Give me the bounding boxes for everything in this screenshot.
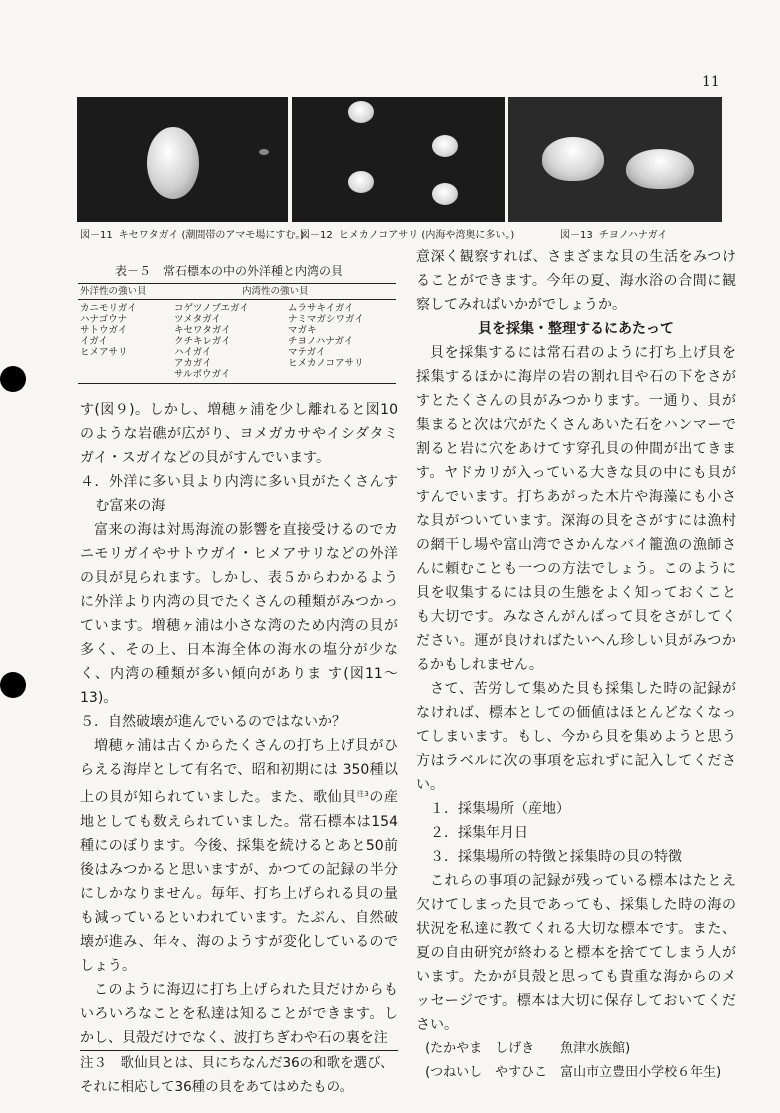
paragraph (80, 734, 398, 978)
right-column (416, 245, 736, 1085)
chiyonohanagai-shell-2 (626, 149, 694, 189)
species-item: チヨノハナガイ (288, 336, 354, 347)
paragraph: さて、苦労して集めた貝も採集した時の記録がなければ、標本としての価値はほとんどなくなってしまいます。もし、今から貝を集めようと思う方はラベルに次の事項を忘れずに記入してください。 (416, 681, 736, 793)
paragraph: 貝を採集するには常石君のように打ち上げ貝を採集するほかに海岸の岩の割れ目や石の下をさがすとたくさんの貝がみつかります。一通り、貝が集まると次は穴がたくさんあいた石をハンマーで割ると岩に穴をあけてす穿孔貝の仲間が出てきます。ヤドカリが入っている大きな貝の中にも貝がすんでいます。打ちあがった木片や海藻にも小さな貝がついています。深海の貝をさがすには漁村の網干し場や富山湾でさかんなバイ籠漁の漁師さんに頼むことも一つの方法でしょう。このように貝を収集するには貝の生態をよく知っておくことも大切です。みなさんがんばって貝をさがしてください。運が良ければたいへん珍しい貝がみつかるかもしれません。 (416, 345, 736, 673)
species-item: ヒメアサリ (80, 347, 128, 358)
list-item: ３．採集場所の特徴と採集時の貝の特徴 (430, 849, 682, 865)
himekanokoasari-shell-3 (348, 171, 374, 193)
species-item: マガキ (288, 325, 317, 336)
species-item: コゲツノブエガイ (174, 303, 249, 314)
paragraph-text: の産地としても数えられていました。常石標本は154種にのぼります。今後、採集を続けるとあと50前後はみつかると思いますが、かつての記録の半分にしかなりません。毎年、打ち上げられる貝の量も減っているといわれています。たぶん、自然破壊が進み、年々、海のようすが変化しているのでしょう。 (80, 789, 398, 974)
paragraph: このように海辺に打ち上げられた貝だけからもいろいろなことを私達は知ることができます。しかし、貝殻だけでなく、波打ちぎわや石の裏を注 (80, 981, 398, 1046)
author-2: (つねいし やすひこ 富山市立豊田小学校６年生) (425, 1065, 722, 1080)
footnote-label: 注３ (80, 1054, 107, 1071)
figure-13-photo (508, 97, 722, 222)
section-heading-4: ４．外洋に多い貝より内湾に多い貝がたくさんすむ富来の海 (80, 474, 398, 514)
species-item: ナミマガシワガイ (288, 314, 364, 325)
paragraph: 富来の海は対馬海流の影響を直接受けるのでカニモリガイやサトウガイ・ヒメアサリなどの外洋の貝が見られます。しかし、表５からわかるように外洋より内湾の貝でたくさんの種類がみつかっています。増穂ヶ浦は小さな湾のため内湾の貝が多く、その上、日本海全体の海水の塩分が少なく、内湾の種類が多い傾向がありま す(図11～13)。 (80, 522, 398, 706)
page-number: 11 (702, 74, 720, 90)
species-item: アカガイ (174, 358, 212, 369)
species-item: サルボウガイ (174, 369, 231, 380)
chiyonohanagai-shell-1 (542, 137, 604, 181)
author-1: (たかやま しげき 魚津水族館) (425, 1041, 631, 1056)
species-item: マテガイ (288, 347, 326, 358)
header-outer-sea: 外洋性の強い貝 (78, 284, 172, 300)
figure-11-photo (77, 97, 288, 222)
himekanokoasari-shell-2 (432, 135, 458, 157)
himekanokoasari-shell-4 (432, 183, 458, 205)
outer-sea-list (78, 300, 172, 384)
figure-12-number: 図－12 (300, 230, 333, 241)
binder-hole (0, 672, 26, 698)
section-heading-5: ５．自然破壊が進んでいるのではないか？ (80, 714, 346, 730)
species-item: ハイガイ (174, 347, 212, 358)
list-item: １．採集場所（産地） (430, 801, 570, 817)
species-item: クチキレガイ (174, 336, 231, 347)
section-heading: 貝を採集・整理するにあたって (478, 321, 674, 337)
species-item: ムラサキイガイ (288, 303, 354, 314)
footnote (80, 1051, 398, 1099)
footnote-text: 歌仙貝とは、貝にちなんだ36の和歌を選び、それに相応して36種の貝をあてはめたもの。 (80, 1054, 394, 1095)
table-title: 表－５ 常石標本の中の外洋種と内湾の貝 (115, 264, 344, 278)
paragraph: これらの事項の記録が残っている標本はたとえ欠けてしまった貝であっても、採集した時の海の状況を私達に教てくれる大切な標本です。また、夏の自由研究が終わると標本を捨ててしまう人がいます。たかが貝殻と思っても貴重な海からのメッセージです。標本は大切に保存しておいてください。 (416, 873, 736, 1033)
left-column (80, 398, 398, 1099)
paragraph-text: 増穂ヶ浦は古くからたくさんの打ち上げ貝がひらえる海岸として有名で、昭和初期には 350種以上の貝が知られていました。また、歌仙貝 (80, 738, 398, 806)
figure-13-text: チヨノハナガイ (598, 230, 668, 241)
small-shell-fragment (259, 149, 269, 155)
figure-13-caption (560, 226, 667, 241)
inner-bay-list-1 (172, 300, 286, 384)
species-item: イガイ (80, 336, 108, 347)
species-item: カニモリガイ (80, 303, 137, 314)
paragraph: 意深く観察すれば、さまざまな貝の生活をみつけることができます。今年の夏、海水浴の合間に観察してみればいかがでしょうか。 (416, 249, 736, 313)
note-reference: 注3 (356, 790, 369, 798)
species-item: ハナゴウナ (80, 314, 128, 325)
figure-11-caption (80, 226, 304, 241)
paragraph: す(図９)。しかし、増穂ヶ浦を少し離れると図10のような岩礁が広がり、ヨメガカサやイシダタミガイ・スガイなどの貝がすんでいます。 (80, 402, 398, 466)
figure-12-caption (300, 226, 514, 241)
kisewatagai-shell (147, 127, 199, 199)
species-item: キセワタガイ (174, 325, 231, 336)
himekanokoasari-shell-1 (348, 101, 374, 123)
species-table (78, 283, 396, 384)
header-inner-bay: 内湾性の強い貝 (172, 284, 396, 300)
species-item: ヒメカノコアサリ (288, 358, 364, 369)
figure-13-number: 図－13 (560, 230, 593, 241)
binder-hole (0, 366, 26, 392)
figure-11-number: 図－11 (80, 230, 113, 241)
list-item: ２．採集年月日 (430, 825, 528, 841)
figure-12-text: ヒメカノコアサリ (内海や湾奥に多い。) (338, 230, 515, 241)
species-item: サトウガイ (80, 325, 128, 336)
species-item: ツメタガイ (174, 314, 222, 325)
inner-bay-list-2 (286, 300, 396, 384)
figure-12-photo (292, 97, 505, 222)
figure-11-text: キセワタガイ (潮間帯のアマモ場にすむ。) (118, 230, 305, 241)
